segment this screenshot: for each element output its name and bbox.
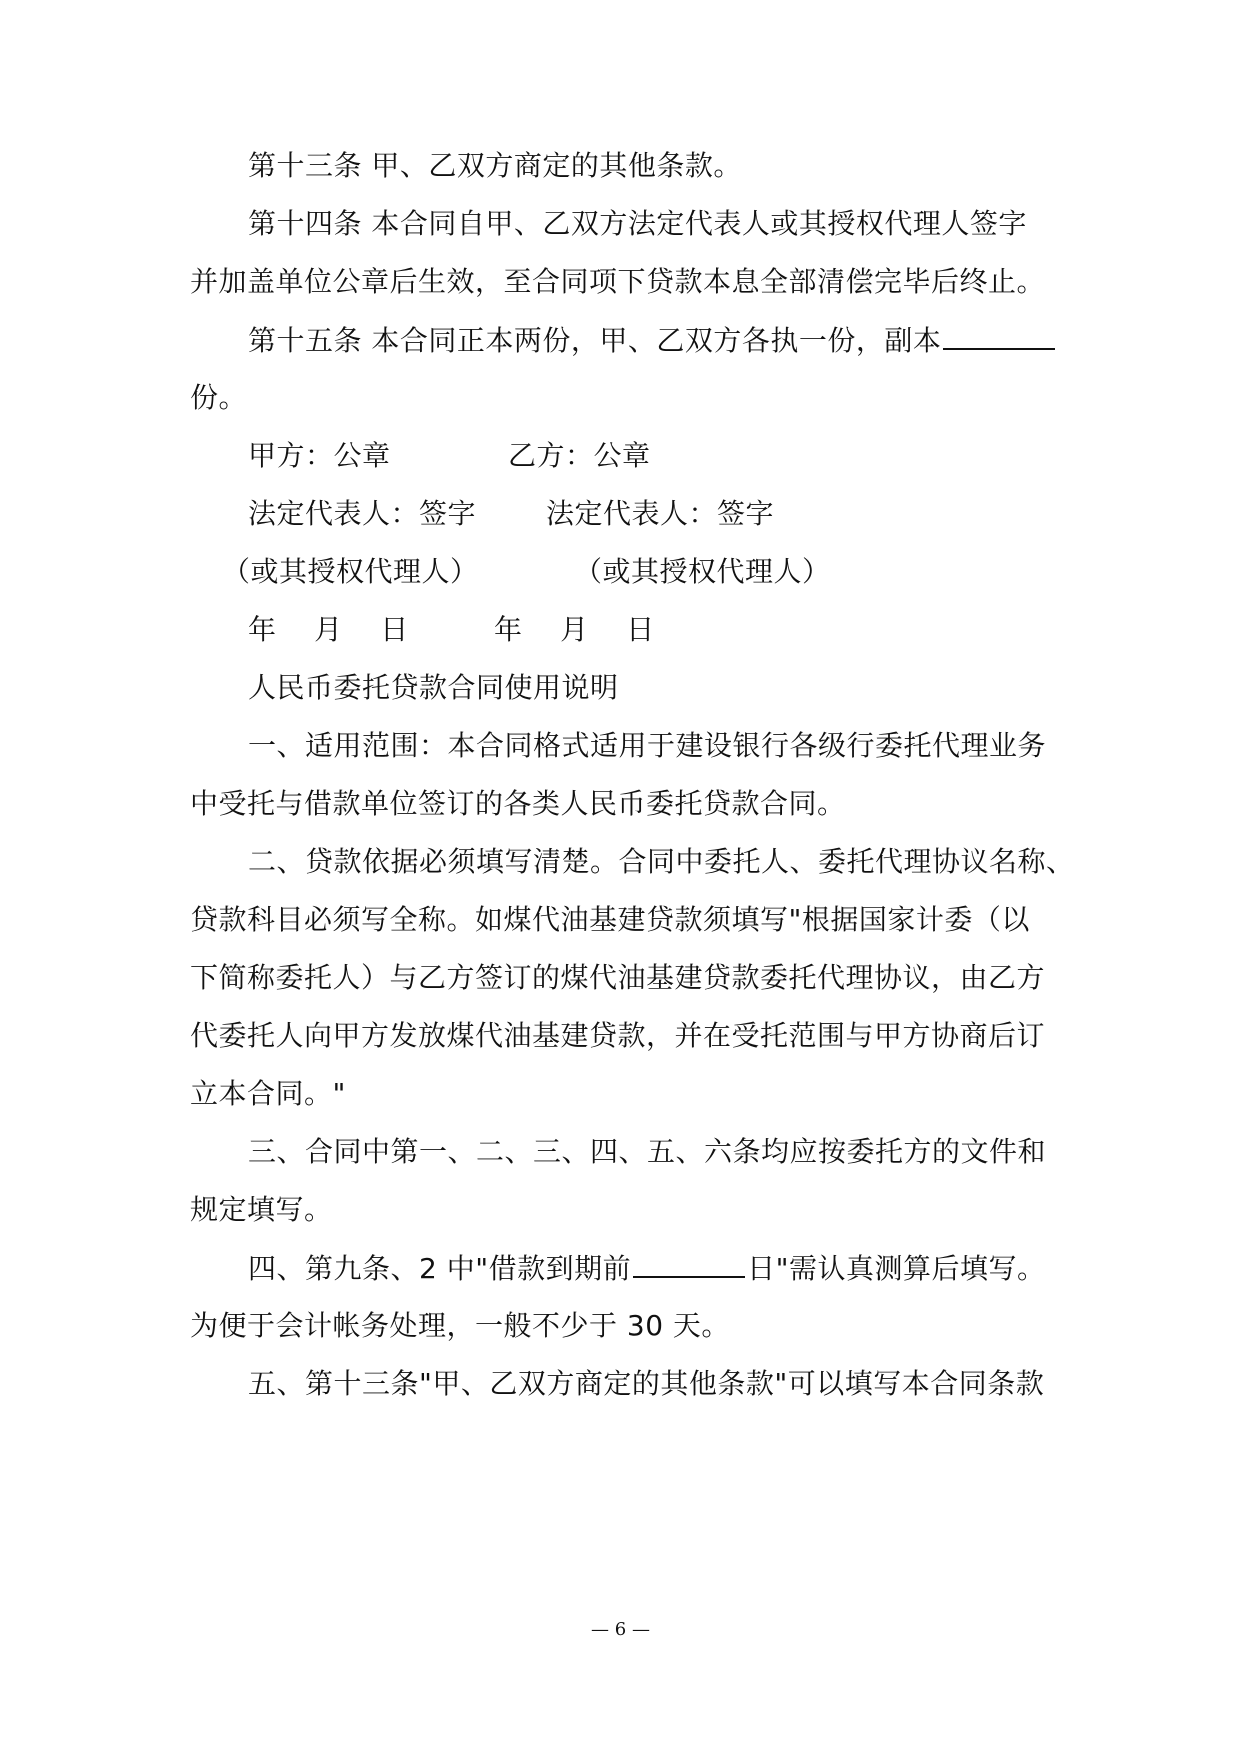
instruction-2-line-5: 立本合同。"	[190, 1077, 346, 1110]
clause-14-line-1: 第十四条 本合同自甲、乙双方法定代表人或其授权代理人签字	[248, 207, 1027, 240]
instruction-2-line-1: 二、贷款依据必须填写清楚。合同中委托人、委托代理协议名称、	[248, 845, 1075, 878]
clause-15-line-1	[248, 320, 1128, 361]
clause-14-line-2: 并加盖单位公章后生效，至合同项下贷款本息全部清偿完毕后终止。	[190, 265, 1046, 298]
copies-blank	[943, 320, 1055, 350]
instruction-2-line-2: 贷款科目必须写全称。如煤代油基建贷款须填写"根据国家计委（以	[190, 903, 1030, 936]
party-b-seal: 乙方：公章	[508, 439, 651, 472]
party-b-agent: （或其授权代理人）	[574, 555, 831, 588]
instructions-title: 人民币委托贷款合同使用说明	[248, 671, 619, 704]
party-a-representative: 法定代表人：签字	[248, 497, 477, 530]
party-a-agent: （或其授权代理人）	[222, 555, 479, 588]
days-blank	[633, 1248, 745, 1278]
instruction-4-suffix: 日"需认真测算后填写。	[747, 1252, 1046, 1285]
party-a-seal: 甲方：公章	[248, 439, 391, 472]
clause-15-line-2: 份。	[190, 381, 248, 414]
instruction-1-line-1: 一、适用范围：本合同格式适用于建设银行各级行委托代理业务	[248, 729, 1047, 762]
party-b-representative: 法定代表人：签字	[546, 497, 775, 530]
instruction-4-line-1	[248, 1248, 1128, 1289]
instruction-3-line-2: 规定填写。	[190, 1193, 333, 1226]
instruction-4-prefix: 四、第九条、2 中"借款到期前	[248, 1252, 632, 1285]
party-a-date: 年 月 日	[248, 613, 409, 646]
instruction-5-line-1: 五、第十三条"甲、乙双方商定的其他条款"可以填写本合同条款	[248, 1367, 1045, 1400]
instruction-1-line-2: 中受托与借款单位签订的各类人民币委托贷款合同。	[190, 787, 846, 820]
page-number: — 6 —	[591, 1619, 650, 1640]
instruction-4-line-2: 为便于会计帐务处理，一般不少于 30 天。	[190, 1309, 730, 1342]
instruction-3-line-1: 三、合同中第一、二、三、四、五、六条均应按委托方的文件和	[248, 1135, 1047, 1168]
instruction-2-line-4: 代委托人向甲方发放煤代油基建贷款，并在受托范围与甲方协商后订	[190, 1019, 1046, 1052]
instruction-2-line-3: 下简称委托人）与乙方签订的煤代油基建贷款委托代理协议，由乙方	[190, 961, 1046, 994]
clause-13: 第十三条 甲、乙双方商定的其他条款。	[248, 149, 742, 182]
clause-15-text: 第十五条 本合同正本两份，甲、乙双方各执一份，副本	[248, 324, 942, 357]
party-b-date: 年 月 日	[494, 613, 655, 646]
